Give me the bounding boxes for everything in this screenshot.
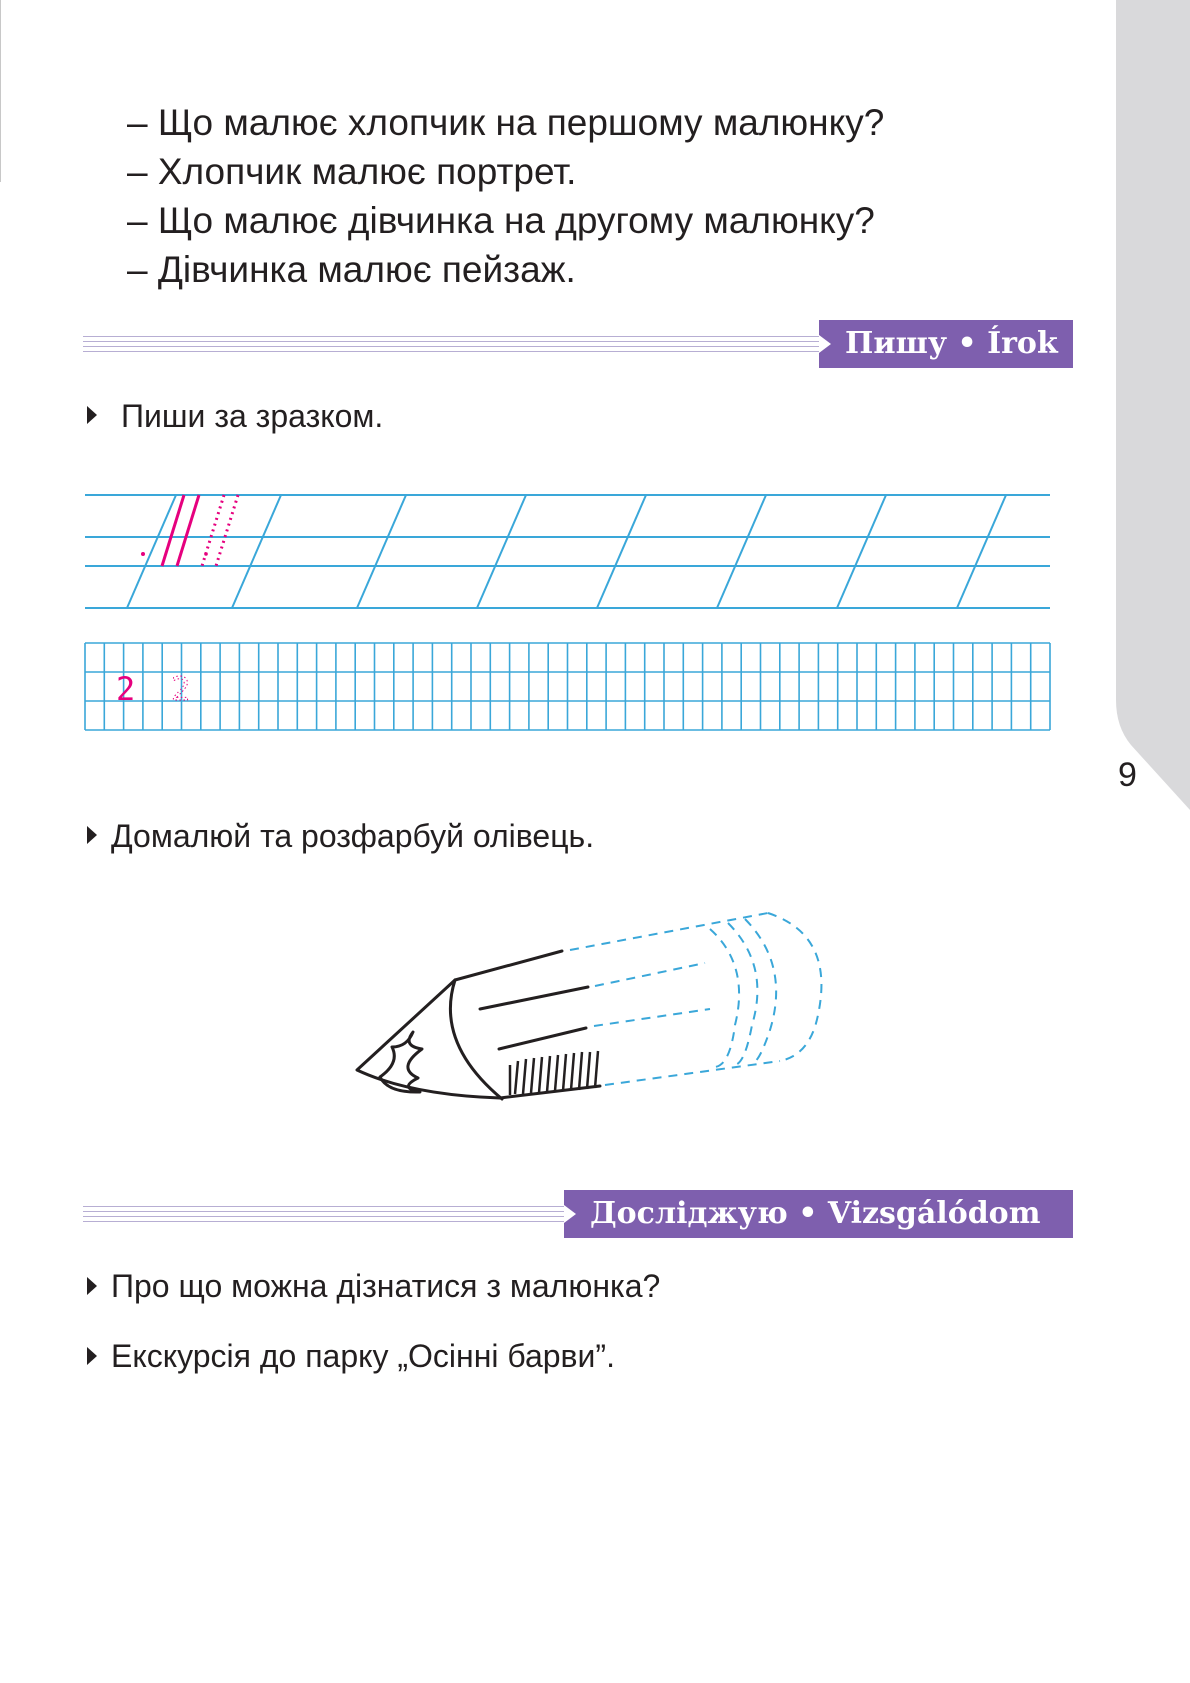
arrow-icon <box>564 1205 576 1223</box>
section-title-explore-text: Досліджую • Vizsgálódom <box>590 1196 1041 1231</box>
bullet-icon <box>87 406 97 424</box>
digit-grid <box>80 640 1052 735</box>
section-title-write-text: Пишу • Írok <box>845 326 1058 361</box>
dialog-line-4: – Дівчинка малює пейзаж. <box>127 249 576 290</box>
sample-digit-dotted: 2 <box>171 670 191 708</box>
dialog-line-1: – Що малює хлопчик на першому малюнку? <box>127 102 885 143</box>
section-header-explore <box>83 1190 1073 1238</box>
section-title-explore <box>564 1190 1073 1238</box>
task-draw-text: Домалюй та розфарбуй олівець. <box>111 818 595 854</box>
arrow-icon <box>819 335 831 353</box>
task-write-text: Пиши за зразком. <box>121 398 384 434</box>
task-excursion-text: Екскурсія до парку „Осінні барви”. <box>111 1338 615 1374</box>
pencil-drawing <box>340 905 830 1120</box>
section-title-write <box>819 320 1073 368</box>
page-number: 9 <box>1118 756 1137 794</box>
handwriting-lines <box>80 490 1052 620</box>
sample-digit-solid: 2 <box>116 670 136 708</box>
section-header-write <box>83 320 1073 368</box>
pencil-dashed-outline <box>570 913 821 1085</box>
dialog-line-2: – Хлопчик малює портрет. <box>127 151 577 192</box>
sample-strokes <box>162 495 238 566</box>
bullet-icon <box>87 826 97 844</box>
task-question-text: Про що можна дізнатися з малюнка? <box>111 1268 661 1304</box>
bullet-icon <box>87 1277 97 1295</box>
dialog-line-3: – Що малює дівчинка на другому малюнку? <box>127 200 875 241</box>
bullet-icon <box>87 1347 97 1365</box>
